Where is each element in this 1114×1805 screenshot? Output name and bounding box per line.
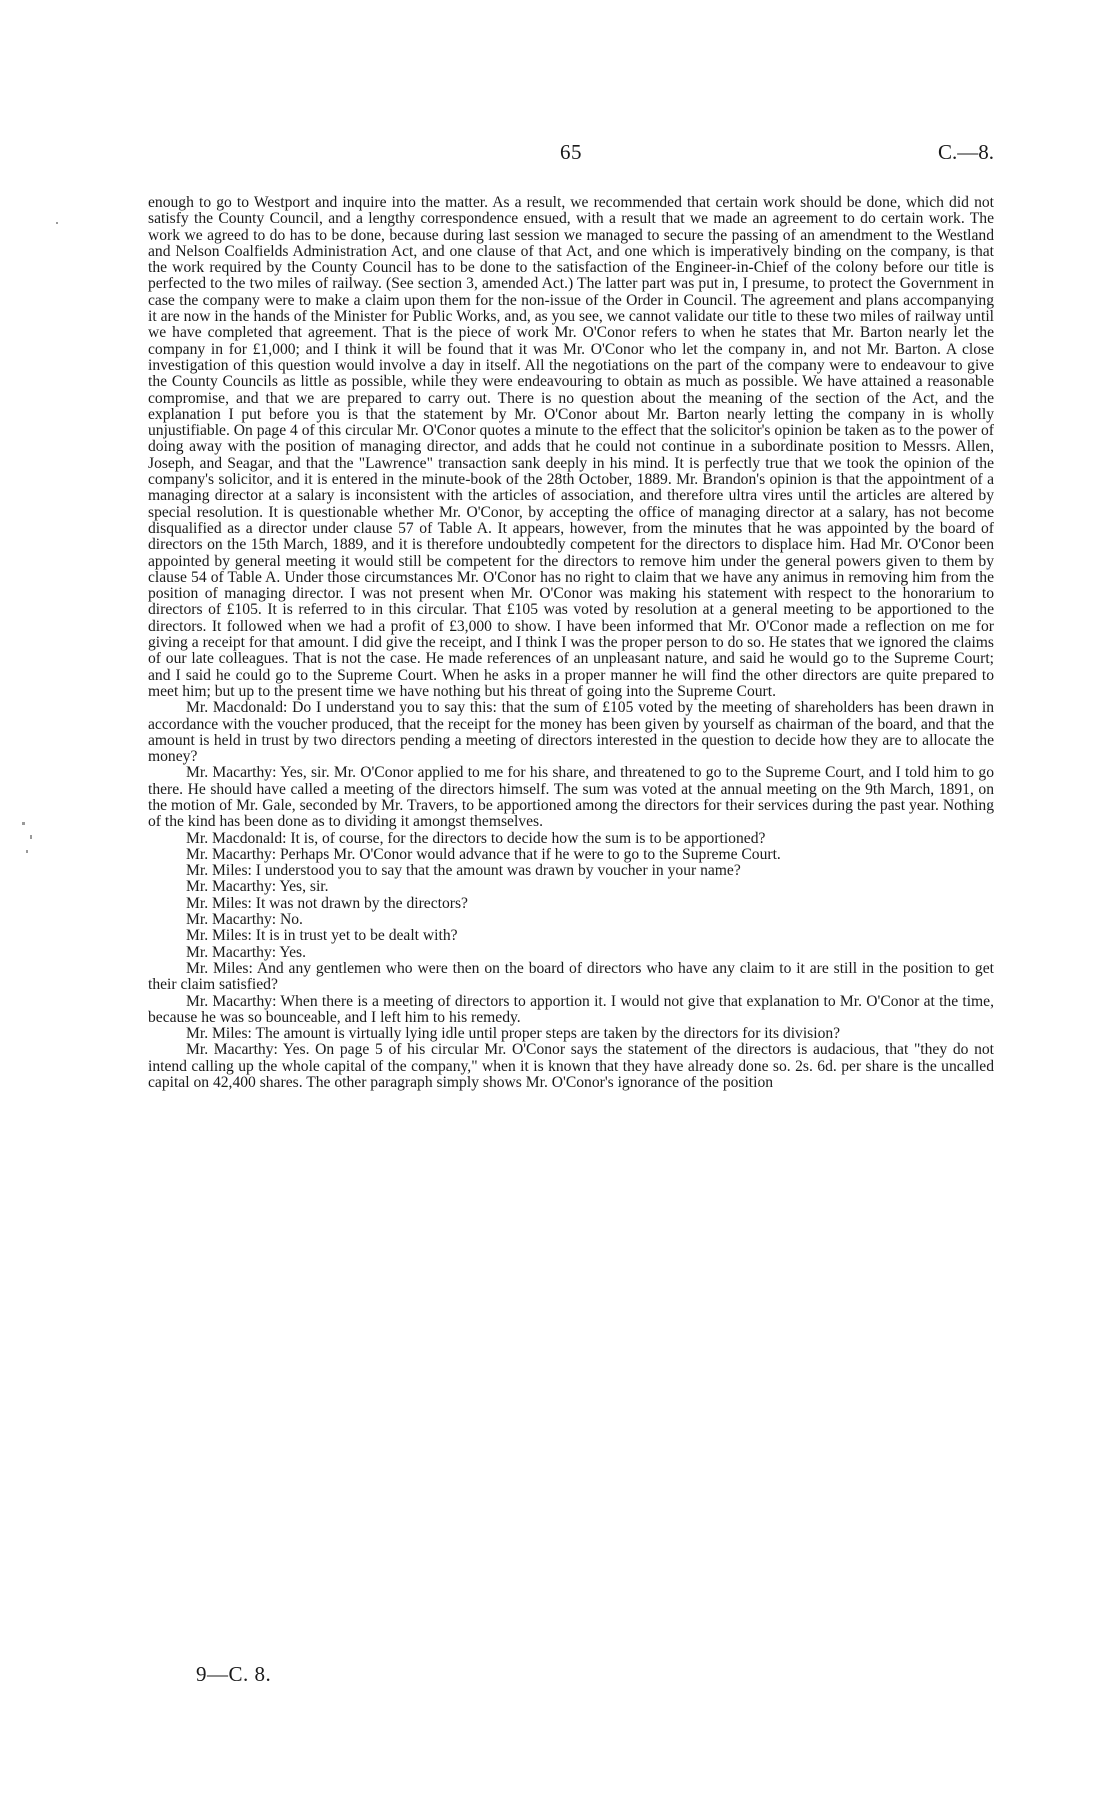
paragraph-macarthy-yes-sir: Mr. Macarthy: Yes, sir. (186, 878, 329, 896)
paragraph-macarthy-page-five: Mr. Macarthy: Yes. On page 5 of his circular Mr. O'Conor says the statement of the directors is audacious, that "they do not intend calling up the whole capital of the company," when it is known that they have already done so. 2s. 6d. per share is the uncalled capital on 42,400 shares. The other paragraph simply shows Mr. O'Conor's ignorance of the position (148, 1041, 994, 1092)
paragraph-macdonald-question: Mr. Macdonald: Do I understand you to say this: that the sum of £105 voted by the meeting of shareholders has been drawn in accordance with the voucher produced, that the receipt for the money has been given by yourself as chairman of the board, and that the amount is held in trust by two directors pending a meeting of directors interested in the question to decide how they are to allocate the money? (148, 699, 994, 766)
paragraph-macdonald-apportion: Mr. Macdonald: It is, of course, for the directors to decide how the sum is to be apportioned? (186, 829, 766, 847)
paragraph-macarthy-answer: Mr. Macarthy: Yes, sir. Mr. O'Conor applied to me for his share, and threatened to go to the Supreme Court, and I told him to go there. He should have called a meeting of the directors himself. The sum was voted at the annual meeting on the 9th March, 1891, on the motion of Mr. Gale, seconded by Mr. Travers, to be apportioned among the directors for their services during the past year. Nothing of the kind has been done as to dividing it amongst themselves. (148, 764, 994, 831)
paragraph-macarthy-yes: Mr. Macarthy: Yes. (186, 943, 306, 961)
body-text (148, 195, 994, 1091)
paragraph-miles-not-drawn: Mr. Miles: It was not drawn by the directors? (186, 894, 468, 912)
paragraph-macarthy-supreme-court: Mr. Macarthy: Perhaps Mr. O'Conor would advance that if he were to go to the Supreme Court. (186, 845, 781, 863)
margin-speck (26, 850, 28, 853)
paragraph-miles-idle: Mr. Miles: The amount is virtually lying idle until proper steps are taken by the directors for its division? (186, 1025, 841, 1043)
paragraph-macarthy-no: Mr. Macarthy: No. (186, 911, 303, 929)
paragraph-miles-in-trust: Mr. Miles: It is in trust yet to be dealt with? (186, 927, 458, 945)
paragraph-continuation: enough to go to Westport and inquire into the matter. As a result, we recommended that certain work should be done, which did not satisfy the County Council, and a lengthy correspondence ensued, with a result that we made an agreement to do certain work. The work we agreed to do has to be done, because during last session we managed to secure the passing of an amendment to the Westland and Nelson Coalfields Administration Act, and one clause of that Act, and one which is imperatively binding on the company, is that the work required by the County Council has to be done to the satisfaction of the Engineer-in-Chief of the colony before our title is perfected to the two miles of railway. (See section 3, amended Act.) The latter part was put in, I presume, to protect the Government in case the company were to make a claim upon them for the non-issue of the Order in Council. The agreement and plans accompanying it are now in the hands of the Minister for Public Works, and, as you see, we cannot validate our title to these two miles of railway until we have completed that agreement. That is the piece of work Mr. O'Conor refers to when he states that Mr. Barton nearly let the company in for £1,000; and I think it will be found that it was Mr. O'Conor who let the company in, and not Mr. Barton. A close investigation of this question would involve a day in itself. All the negotiations on the part of the company were to endeavour to give the County Councils as little as possible, while they were endeavouring to obtain as much as possible. We have attained a reasonable compromise, and that we are prepared to carry out. There is no question about the meaning of the section of the Act, and the explanation I put before you is that the statement by Mr. O'Conor about Mr. Barton nearly letting the company in is wholly unjustifiable. On page 4 of this circular Mr. O'Conor quotes a minute to the effect that the solicitor's opinion be taken as to the power of doing away with the position of managing director, and adds that he could not continue in a subordinate position to Messrs. Allen, Joseph, and Seagar, and that the "Lawrence" transaction sank deeply in his mind. It is perfectly true that we took the opinion of the company's solicitor, and it is entered in the minute-book of the 28th October, 1889. Mr. Brandon's opinion is that the appointment of a managing director at a salary is inconsistent with the articles of association, and therefore ultra vires until the articles are altered by special resolution. It is questionable whether Mr. O'Conor, by accepting the office of managing director at a salary, has not become disqualified as a director under clause 57 of Table A. It appears, however, from the minutes that he was appointed by the board of directors on the 15th March, 1889, and it is therefore undoubtedly competent for the directors to displace him. Had Mr. O'Conor been appointed by general meeting it would still be competent for the directors to remove him under the general powers given to them by clause 54 of Table A. Under those circumstances Mr. O'Conor has no right to claim that we have any animus in removing him from the position of managing director. I was not present when Mr. O'Conor was making his statement with respect to the honorarium to directors of £105. It is referred to in this circular. That £105 was voted by resolution at a general meeting to be apportioned to the directors. It followed when we had a profit of £3,000 to show. I have been informed that Mr. O'Conor made a reflection on me for giving a receipt for that amount. I did give the receipt, and I think I was the proper person to do so. He states that we ignored the claims of our late colleagues. That is not the case. He made references of an unpleasant nature, and said he would go to the Supreme Court; and I said he could go to the Supreme Court. When he asks in a proper manner he will find the other directors are quite prepared to meet him; but up to the present time we have nothing but his threat of going into the Supreme Court. (148, 194, 994, 700)
margin-speck (30, 835, 32, 839)
page-header (148, 140, 994, 170)
paragraph-macarthy-meeting: Mr. Macarthy: When there is a meeting of directors to apportion it. I would not give that explanation to Mr. O'Conor at the time, because he was so bounceable, and I left him to his remedy. (148, 992, 994, 1026)
paragraph-miles-claim: Mr. Miles: And any gentlemen who were then on the board of directors who have any claim to it are still in the position to get their claim satisfied? (148, 959, 994, 994)
page-number: 65 (560, 140, 582, 164)
margin-speck (56, 222, 58, 224)
sheet-signature: 9—C. 8. (196, 1662, 272, 1686)
document-reference: C.—8. (937, 140, 994, 164)
margin-speck (22, 822, 25, 825)
paragraph-miles-voucher: Mr. Miles: I understood you to say that the amount was drawn by voucher in your name? (186, 862, 741, 880)
